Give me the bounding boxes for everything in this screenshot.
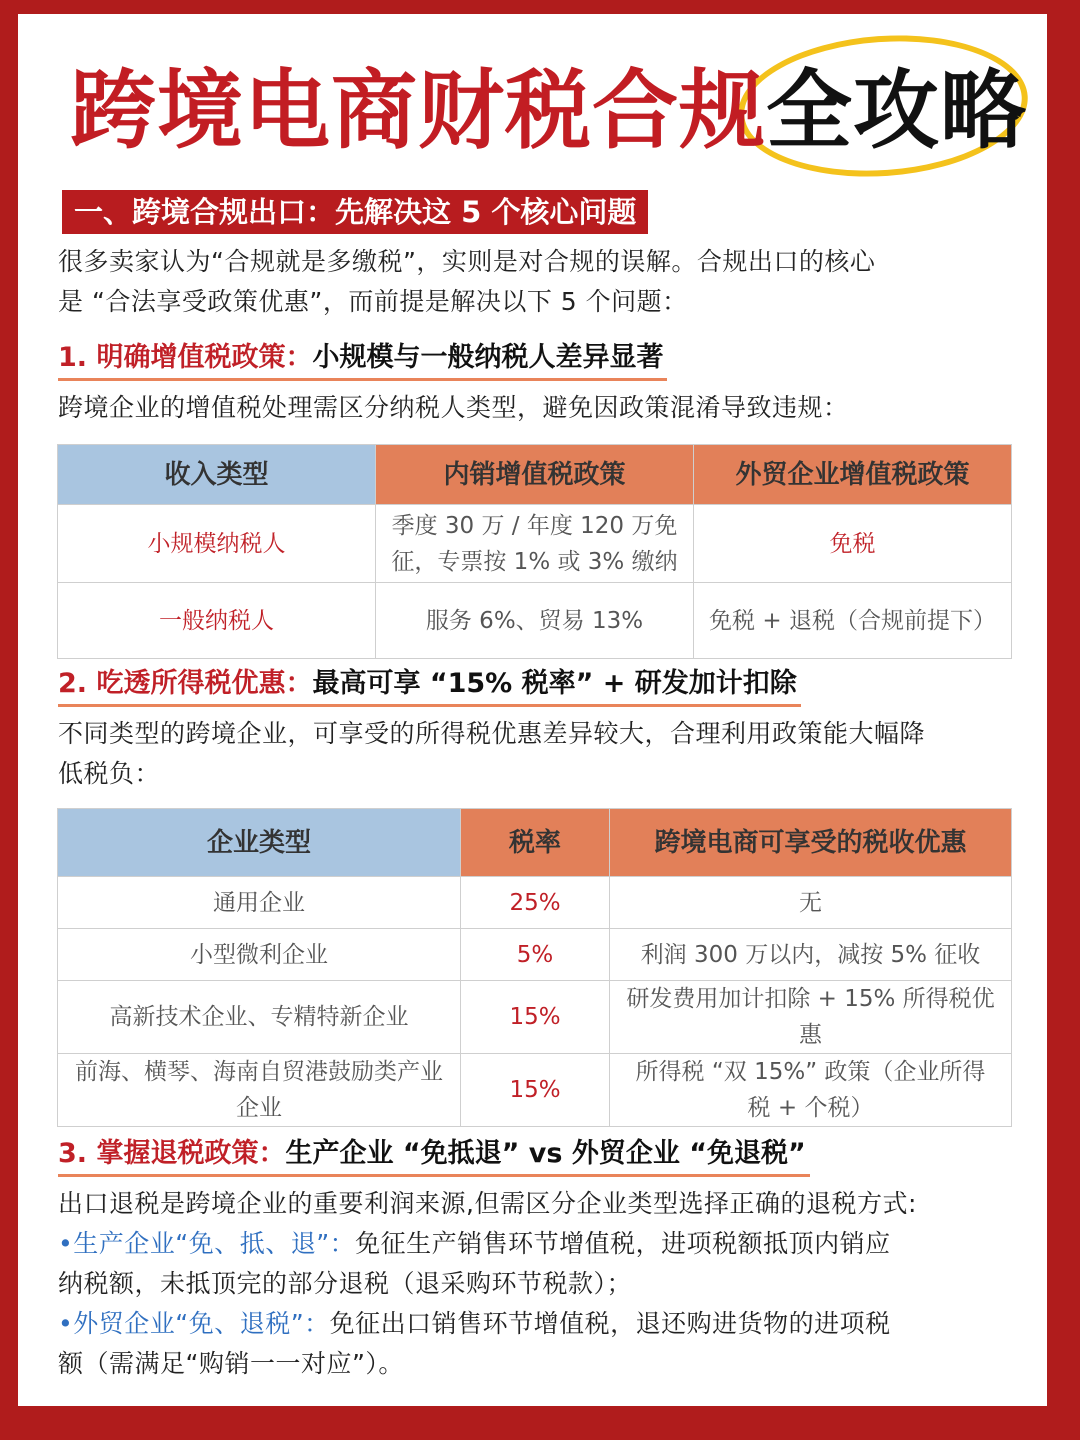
tax-benefit-cell: 研发费用加计扣除 + 15% 所得税优惠	[610, 981, 1012, 1054]
tax-rate-cell: 15%	[461, 981, 610, 1054]
bullet-1-head: •生产企业“免、抵、退”：	[58, 1229, 356, 1258]
vat-header-cell: 收入类型	[58, 445, 376, 505]
tax-benefit-line: 所得税 “双 15%” 政策（企业所得	[635, 1059, 986, 1085]
item1-heading	[58, 338, 667, 381]
vat-domestic-cell	[376, 505, 694, 583]
tax-type-line: 企业	[236, 1095, 282, 1121]
title-highlight: 全攻略	[766, 61, 1027, 161]
intro-line-2: 是 “合法享受政策优惠”，而前提是解决以下 5 个问题：	[58, 287, 688, 316]
table-row	[58, 877, 1012, 929]
tax-header-cell: 税率	[461, 809, 610, 877]
tax-benefit-cell: 利润 300 万以内，减按 5% 征收	[610, 929, 1012, 981]
vat-domestic-cell: 服务 6%、贸易 13%	[376, 583, 694, 659]
tax-type-cell: 通用企业	[58, 877, 461, 929]
vat-foreign-cell: 免税 + 退税（合规前提下）	[694, 583, 1012, 659]
tax-rate-cell: 15%	[461, 1054, 610, 1127]
item1-num-label: 1. 明确增值税政策：	[58, 342, 313, 373]
bullet-2-head: •外贸企业“免、退税”：	[58, 1309, 330, 1338]
bullet-1-line-2: 纳税额，未抵顶完的部分退税（退采购环节税款）；	[58, 1269, 633, 1298]
tax-benefit-cell	[610, 1054, 1012, 1127]
tax-type-cell: 小型微利企业	[58, 929, 461, 981]
item3-rest-label: 生产企业 “免抵退” vs 外贸企业 “免退税”	[285, 1138, 806, 1169]
tax-rate-cell: 25%	[461, 877, 610, 929]
table-row	[58, 583, 1012, 659]
vat-domestic-line: 季度 30 万 / 年度 120 万免	[391, 512, 678, 539]
table-row	[58, 505, 1012, 583]
vat-table-header-row	[58, 445, 1012, 505]
bullet-2-line-2: 额（需满足“购销一一对应”）。	[58, 1349, 404, 1378]
bullet-1	[58, 1224, 1038, 1264]
item2-desc-line-1: 不同类型的跨境企业，可享受的所得税优惠差异较大，合理利用政策能大幅降	[58, 719, 926, 748]
page-title	[70, 56, 1047, 166]
item2-desc	[58, 714, 1018, 794]
item3-num-label: 3. 掌握退税政策：	[58, 1138, 286, 1169]
item3-body	[58, 1184, 1038, 1384]
item2-num-label: 2. 吃透所得税优惠：	[58, 668, 313, 699]
tax-table-header-row	[58, 809, 1012, 877]
item3-desc: 出口退税是跨境企业的重要利润来源,但需区分企业类型选择正确的退税方式:	[58, 1189, 917, 1218]
item1-desc: 跨境企业的增值税处理需区分纳税人类型，避免因政策混淆导致违规：	[58, 393, 849, 422]
tax-benefit-cell: 无	[610, 877, 1012, 929]
item2-heading	[58, 664, 801, 707]
item3-heading	[58, 1134, 810, 1177]
intro-paragraph	[58, 242, 1018, 322]
tax-type-line: 前海、横琴、海南自贸港鼓励类产业	[75, 1059, 443, 1085]
vat-domestic-line: 征，专票按 1% 或 3% 缴纳	[391, 548, 678, 575]
vat-foreign-cell: 免税	[694, 505, 1012, 583]
income-tax-table	[57, 808, 1012, 1127]
intro-line-1: 很多卖家认为“合规就是多缴税”，实则是对合规的误解。合规出口的核心	[58, 247, 876, 276]
item2-rest-label: 最高可享 “15% 税率” + 研发加计扣除	[312, 668, 797, 699]
content-card	[18, 14, 1047, 1406]
section-banner: 一、跨境合规出口：先解决这 5 个核心问题	[62, 190, 648, 234]
bullet-2	[58, 1304, 1038, 1344]
title-main: 跨境电商财税合规	[70, 61, 766, 161]
table-row	[58, 929, 1012, 981]
item2-desc-line-2: 低税负：	[58, 759, 161, 788]
vat-type-cell: 小规模纳税人	[58, 505, 376, 583]
item1-rest-label: 小规模与一般纳税人差异显著	[312, 342, 664, 373]
vat-header-cell: 内销增值税政策	[376, 445, 694, 505]
bullet-1-text: 免征生产销售环节增值税，进项税额抵顶内销应	[355, 1229, 891, 1258]
vat-type-cell: 一般纳税人	[58, 583, 376, 659]
tax-header-cell: 跨境电商可享受的税收优惠	[610, 809, 1012, 877]
tax-type-cell	[58, 1054, 461, 1127]
tax-type-cell: 高新技术企业、专精特新企业	[58, 981, 461, 1054]
table-row	[58, 1054, 1012, 1127]
tax-header-cell: 企业类型	[58, 809, 461, 877]
bullet-2-text: 免征出口销售环节增值税，退还购进货物的进项税	[329, 1309, 891, 1338]
tax-benefit-line: 税 + 个税）	[747, 1095, 874, 1121]
vat-table	[57, 444, 1012, 659]
tax-rate-cell: 5%	[461, 929, 610, 981]
table-row	[58, 981, 1012, 1054]
vat-header-cell: 外贸企业增值税政策	[694, 445, 1012, 505]
